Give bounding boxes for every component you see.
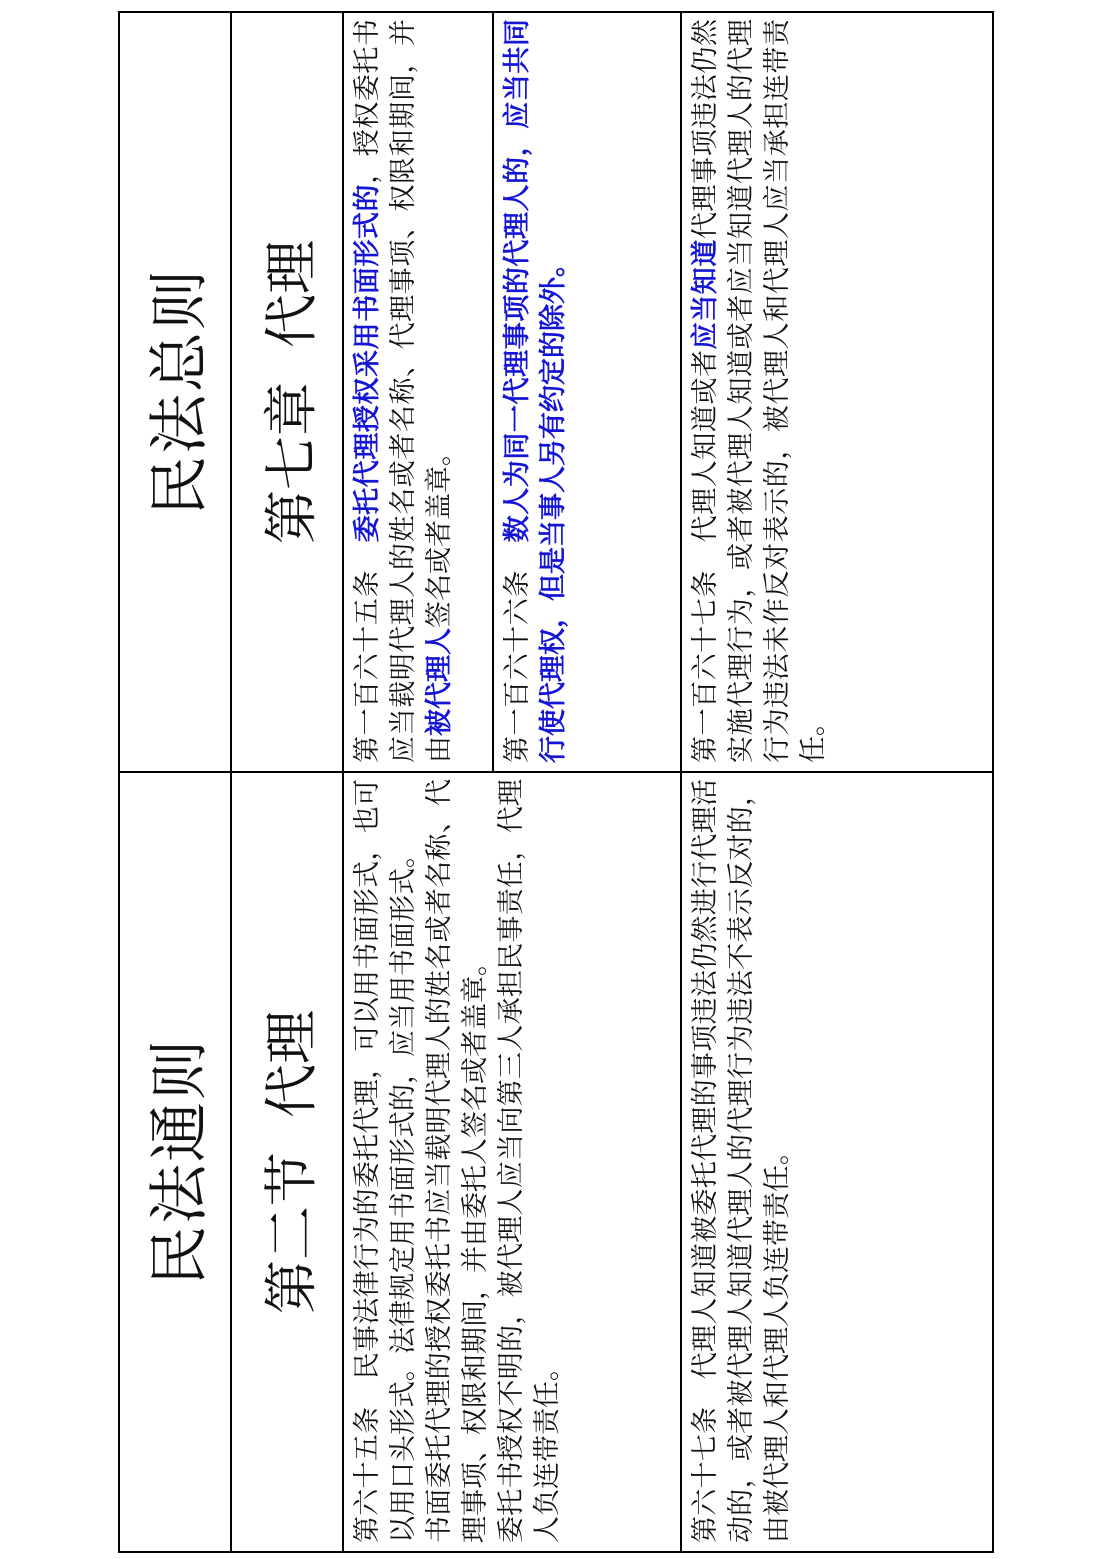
right-chapter-number: 第七章 xyxy=(259,382,323,544)
article-65-para3: 委托书授权不明的，被代理人应当向第三人承担民事责任，代理人负连带责任。 xyxy=(496,779,563,1543)
article-165-tail: 签名或者盖章。 xyxy=(424,439,455,628)
right-articles-165-166 xyxy=(343,12,681,772)
right-chapter-name: 代理 xyxy=(259,240,323,348)
article-165-highlight-1: 委托代理授权采用书面形式的 xyxy=(352,183,383,543)
right-title: 民法总则 xyxy=(119,12,231,772)
article-166 xyxy=(494,13,576,771)
right-chapter-heading xyxy=(231,12,343,772)
article-165-lead: 第一百六十五条 xyxy=(352,542,383,763)
article-167-highlight: 应当知道 xyxy=(690,239,721,350)
article-167-tail: 代理事项违法仍然实施代理行为，或者被代理人知道或者应当知道代理人的代理行为违法未作反对表示的，被代理人和代理人应当承担连带责任。 xyxy=(690,18,829,763)
right-article-167 xyxy=(681,12,993,772)
left-section-heading xyxy=(231,772,343,1552)
article-166-highlight: 数人为同一代理事项的代理人的，应当共同行使代理权，但是当事人另有约定的除外。 xyxy=(502,18,569,763)
left-section-number: 第二节 xyxy=(259,1152,323,1314)
article-167-lead: 第一百六十七条 代理人知道或者 xyxy=(690,349,721,763)
article-165 xyxy=(344,13,494,771)
article-165-mid: ，授权委托书应当载明代理人的姓名或者名称、代理事项、权限和期间，并由 xyxy=(352,18,455,763)
left-articles-65 xyxy=(343,772,681,1552)
article-65-para2: 书面委托代理的授权委托书应当载明代理人的姓名或者名称、代理事项、权限和期间，并由委托人签名或者盖章。 xyxy=(424,779,491,1543)
left-article-67: 第六十七条 代理人知道被委托代理的事项违法仍然进行代理活动的，或者被代理人知道代理人的代理行为违法不表示反对的，由被代理人和代理人负连带责任。 xyxy=(681,772,993,1552)
left-title: 民法通则 xyxy=(119,772,231,1552)
left-section-name: 代理 xyxy=(259,1010,323,1118)
article-65-para1: 第六十五条 民事法律行为的委托代理，可以用书面形式，也可以用口头形式。法律规定用书面形式的，应当用书面形式。 xyxy=(352,779,419,1543)
article-165-highlight-2: 被代理人 xyxy=(424,628,455,736)
comparison-table xyxy=(118,11,994,1553)
article-166-lead: 第一百六十六条 xyxy=(502,542,533,763)
